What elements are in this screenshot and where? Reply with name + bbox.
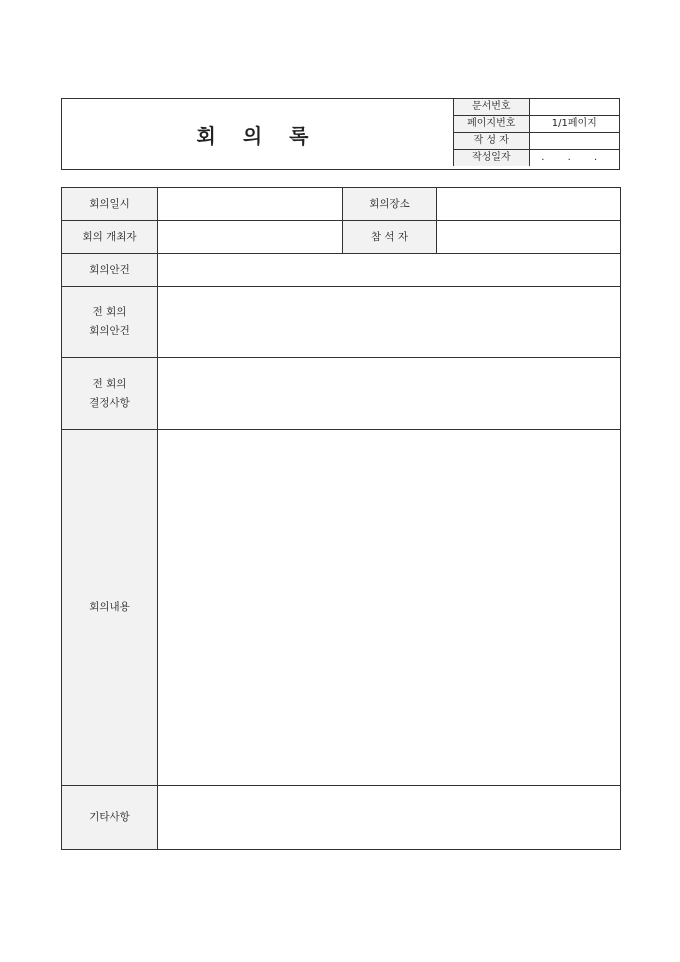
field-prev-decisions[interactable] (158, 358, 621, 430)
meta-row-doc-number (454, 99, 620, 116)
document-title: 회 의 록 (196, 123, 319, 148)
field-attendees[interactable] (437, 221, 621, 254)
label-prev-agenda (62, 287, 158, 358)
label-meeting-place: 회의장소 (343, 188, 437, 221)
meta-value-doc-number[interactable] (529, 99, 619, 116)
field-meeting-content[interactable] (158, 430, 621, 786)
field-meeting-place[interactable] (437, 188, 621, 221)
label-prev-decisions (62, 358, 158, 430)
document-header (61, 98, 620, 170)
field-meeting-host[interactable] (158, 221, 343, 254)
meta-row-author (454, 133, 620, 150)
label-prev-agenda-line1: 전 회의 (92, 306, 127, 318)
meta-row-page-number (454, 116, 620, 133)
label-prev-agenda-line2: 회의안건 (89, 325, 130, 337)
meta-value-author[interactable] (529, 133, 619, 150)
row-date-place (62, 188, 621, 221)
meta-row-date (454, 150, 620, 167)
meta-label-date: 작성일자 (454, 150, 530, 167)
row-meeting-content (62, 430, 621, 786)
row-agenda (62, 254, 621, 287)
label-meeting-content: 회의내용 (62, 430, 158, 786)
row-prev-decisions (62, 358, 621, 430)
meta-label-doc-number: 문서번호 (454, 99, 530, 116)
meeting-minutes-form (61, 187, 621, 850)
field-meeting-date[interactable] (158, 188, 343, 221)
field-agenda[interactable] (158, 254, 621, 287)
label-attendees: 참 석 자 (343, 221, 437, 254)
field-other[interactable] (158, 786, 621, 850)
meta-label-page-number: 페이지번호 (454, 116, 530, 133)
row-host-attendees (62, 221, 621, 254)
label-agenda: 회의안건 (62, 254, 158, 287)
label-other: 기타사항 (62, 786, 158, 850)
label-meeting-date: 회의일시 (62, 188, 158, 221)
field-prev-agenda[interactable] (158, 287, 621, 358)
label-meeting-host: 회의 개최자 (62, 221, 158, 254)
document-meta-table (453, 99, 619, 166)
meta-value-page-number[interactable]: 1/1페이지 (529, 116, 619, 133)
meta-label-author: 작 성 자 (454, 133, 530, 150)
label-prev-decisions-line1: 전 회의 (92, 377, 127, 390)
row-other (62, 786, 621, 850)
row-prev-agenda (62, 287, 621, 358)
label-prev-decisions-line2: 결정사항 (89, 396, 130, 409)
meta-value-date[interactable]: . . . (529, 150, 619, 167)
